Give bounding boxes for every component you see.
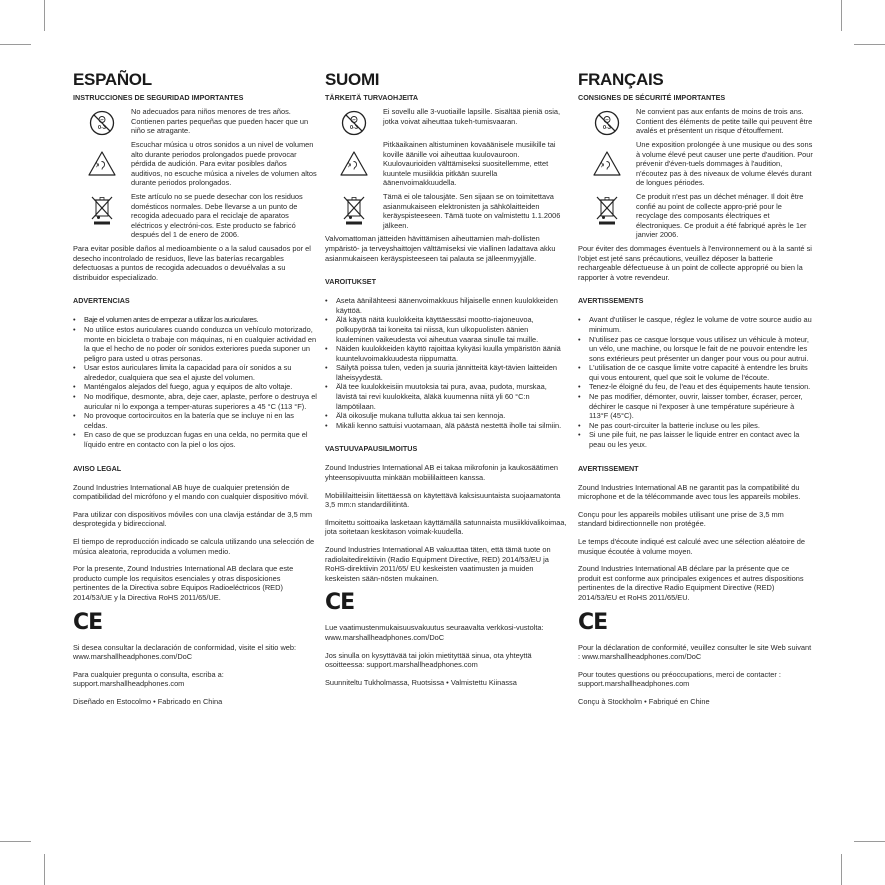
age-warning-text: Ei sovellu alle 3-vuotiaille lapsille. Sisältää pieniä osia, jotka voivat aiheuttaa tukeh-tumisvaaran. xyxy=(383,107,561,126)
paragraph: Pour toutes questions ou préoccupations, merci de contacter : support.marshallheadphones.com xyxy=(578,669,781,689)
language-heading: SUOMI xyxy=(325,70,380,89)
list-item: • Aseta äänilähteesi äänenvoimakkuus hiljaiselle ennen kuulokkeiden käyttöä. xyxy=(325,296,568,315)
crossed-out-wheeled-bin-icon xyxy=(90,194,114,226)
list-item: • L'utilisation de ce casque limite votre capacité à entendre les bruits qui vous entourent, quel que soit le volume de l'écoute. xyxy=(578,363,813,382)
paragraph: Pour la déclaration de conformité, veuillez consulter le site Web suivant : www.marshallheadphones.com/DoC xyxy=(578,642,812,662)
safety-item-age xyxy=(73,107,318,136)
list-item: • Mikäli kenno sattuisi vuotamaan, älä päästä nestettä iholle tai silmiin. xyxy=(325,421,568,431)
list-item: • Näiden kuulokkeiden käyttö rajoittaa kykyäsi kuulla ympäristön ääniä kuunteluvoimakkuudesta riippumatta. xyxy=(325,344,568,363)
crop-mark xyxy=(0,841,31,842)
section-heading-legal: AVERTISSEMENT xyxy=(578,463,639,473)
safety-item-hearing xyxy=(325,140,568,188)
weee-text: Ce produit n'est pas un déchet ménager. Il doit être confié au point de collecte appro-prié pour le recyclage des composants électriques et électroniques. Ce produit a été fabriqué après le 1er janvier 2006. xyxy=(636,191,807,240)
safety-item-hearing xyxy=(73,140,318,188)
hearing-damage-warning-icon xyxy=(339,150,369,177)
paragraph: El tiempo de reproducción indicado se calcula utilizando una selección de música aleatoria, reproducida a volumen medio. xyxy=(73,537,315,556)
list-item: • No provoque cortocircuitos en la batería que se incluye ni en las celdas. xyxy=(73,411,318,430)
safety-item-hearing xyxy=(578,140,813,188)
section-heading-safety: TÄRKEITÄ TURVAOHJEITA xyxy=(325,93,419,102)
warnings-list xyxy=(578,315,813,449)
safety-item-weee xyxy=(325,192,568,230)
section-heading-legal: VASTUUVAPAUSILMOITUS xyxy=(325,444,418,454)
hearing-damage-warning-icon xyxy=(592,150,622,177)
age-warning-text: No adecuados para niños menores de tres años. Contienen partes pequeñas que pueden hacer que un niño se atragante. xyxy=(131,107,309,136)
ce-mark xyxy=(73,611,318,635)
crop-mark xyxy=(854,841,885,842)
safety-item-age xyxy=(325,107,568,136)
ce-mark xyxy=(325,591,568,615)
safety-item-weee xyxy=(578,192,813,240)
list-item: • Ne pas modifier, démonter, ouvrir, laisser tomber, écraser, percer, déchirer le casque ni l'exposer à une température supérieure à 113°F (45°C). xyxy=(578,392,813,421)
list-item: • Älä tee kuulokkeisiin muutoksia tai pura, avaa, pudota, murskaa, lävistä tai revi kuulokkeita, äläkä kuumenna niitä yli 60 °C:n lämpötilaan. xyxy=(325,382,568,411)
crop-mark xyxy=(854,44,885,45)
language-heading: FRANÇAIS xyxy=(578,70,664,89)
weee-text: Este artículo no se puede desechar con los residuos domésticos normales. Debe llevarse a un punto de recogida adecuado para el reciclaje de aparatos eléctricos y electróni-cos. Este producto se fabricó después del 1 de enero de 2006. xyxy=(131,191,303,240)
svg-text:0-3: 0-3 xyxy=(350,125,358,131)
crop-mark xyxy=(44,0,45,31)
paragraph: Por la presente, Zound Industries International AB declara que este producto cumple los requisitos esenciales y otras disposiciones pertinentes de la Directiva sobre Equipos Radioeléctricos (RED) 2014/53/UE y la Directiva RoHS 2011/65/UE. xyxy=(73,564,294,602)
section-heading-warnings: ADVERTENCIAS xyxy=(73,296,130,306)
weee-text: Tämä ei ole talousjäte. Sen sijaan se on toimitettava asianmukaiseen elektronisten ja sähkölaitteiden keräyspisteeseen. Tämä tuote on valmistettu 1.1.2006 jälkeen. xyxy=(383,191,561,230)
paragraph: Para cualquier pregunta o consulta, escriba a: support.marshallheadphones.com xyxy=(73,669,224,689)
safety-item-weee xyxy=(73,192,318,240)
list-item: • Tenez-le éloigné du feu, de l'eau et des équipements haute tension. xyxy=(578,382,813,392)
list-item: • En caso de que se produzcan fugas en una celda, no permita que el líquido entre en contacto con la piel o los ojos. xyxy=(73,430,318,449)
paragraph: Para utilizar con dispositivos móviles con una clavija estándar de 3,5 mm desprotegida y bidireccional. xyxy=(73,509,313,529)
hearing-warning-text: Pitkäaikainen altistuminen kovaäänisele musiikille tai koville äänille voi aiheuttaa kuulovauroon. Kuulovaurioiden välttämiseksi suositellemme, ettet kuuntele musiikkia pitkään suurella äänenvoimakkuudella. xyxy=(383,140,556,188)
crop-mark xyxy=(0,44,31,45)
paragraph: Zound Industries International AB huye de cualquier pretensión de compatibilidad del micrófono y el mando con cualquier dispositivo móvil. xyxy=(73,482,309,502)
age-0-3-warning-icon xyxy=(341,110,367,136)
paragraph: Conçu pour les appareils mobiles utilisant une prise de 3,5 mm standard bidirectionnelle non protégée. xyxy=(578,509,784,529)
footer-text: Diseñado en Estocolmo • Fabricado en China xyxy=(73,696,223,706)
paragraph: Ilmoitettu soittoaika lasketaan käyttämällä satunnaista musiikkivalikoimaa, jota soitetaan keskitason voimak-kuudella. xyxy=(325,517,567,537)
age-0-3-warning-icon xyxy=(594,110,620,136)
crop-mark xyxy=(841,854,842,885)
svg-text:0-3: 0-3 xyxy=(98,125,106,131)
battery-disposal-text: Valvomattoman jätteiden hävittämisen aiheuttamien mah-dollisten ympäristö- ja terveyshaittojen välttämiseksi vie viallinen ladattava akku asianmukaiseen keräyspisteeseen tai palauta se jälleenmyyjälle. xyxy=(325,234,556,263)
list-item: • Älä oikosulje mukana tullutta akkua tai sen kennoja. xyxy=(325,411,568,421)
hearing-damage-warning-icon xyxy=(87,150,117,177)
list-item: • Baje el volumen antes de empezar a utilizar los auriculares. xyxy=(73,315,318,325)
column-spanish xyxy=(73,70,318,715)
crop-mark xyxy=(44,854,45,885)
warnings-list xyxy=(73,315,318,449)
list-item: • No utilice estos auriculares cuando conduzca un vehículo motorizado, monte en bicicleta o trabaje con máquinas, ni en cualquier actividad en la que el hecho de no poder oír sonidos exteriores pueda suponer un peligro para usted u otras personas. xyxy=(73,325,318,363)
language-heading: ESPAÑOL xyxy=(73,70,152,89)
list-item: • Usar estos auriculares limita la capacidad para oír sonidos a su alrededor, cualquiera que sea el ajuste del volumen. xyxy=(73,363,318,382)
paragraph: Jos sinulla on kysyttävää tai jokin mietityttää sinua, ota yhteyttä osoitteessa: support.marshallheadphones.com xyxy=(325,650,532,670)
list-item: • Si une pile fuit, ne pas laisser le liquide entrer en contact avec la peau ou les yeux. xyxy=(578,430,813,449)
battery-disposal-text: Pour éviter des dommages éventuels à l'environnement ou à la santé si l'objet est jeté sans précautions, veuillez déposer la batterie rechargeable défectueuse à un point de collecte approprié ou bien la rapporter à votre revendeur. xyxy=(578,243,812,282)
ce-mark xyxy=(578,611,813,635)
section-heading-safety: INSTRUCCIONES DE SEGURIDAD IMPORTANTES xyxy=(73,93,244,102)
paragraph: Le temps d'écoute indiqué est calculé avec une sélection aléatoire de musique écoutée à volume moyen. xyxy=(578,537,805,556)
list-item: • Älä käytä näitä kuulokkeita käyttäessäsi mootto-riajoneuvoa, polkupyörää tai koneita tai niissä, kun ulkopuolisten äänien kuuleminen vaikeudesta voi aiheutua vaaraa sinulle tai muille. xyxy=(325,315,568,344)
section-heading-warnings: VAROITUKSET xyxy=(325,277,376,287)
crop-mark xyxy=(841,0,842,31)
section-heading-warnings: AVERTISSEMENTS xyxy=(578,296,644,306)
column-french xyxy=(578,70,813,715)
footer-text: Conçu à Stockholm • Fabriqué en Chine xyxy=(578,696,710,706)
footer-text: Suunniteltu Tukholmassa, Ruotsissa • Valmistettu Kiinassa xyxy=(325,677,517,687)
list-item: • Avant d'utiliser le casque, réglez le volume de votre source audio au minimum. xyxy=(578,315,813,334)
svg-text:0-3: 0-3 xyxy=(603,125,611,131)
list-item: • Manténgalos alejados del fuego, agua y equipos de alto voltaje. xyxy=(73,382,318,392)
section-heading-legal: AVISO LEGAL xyxy=(73,463,122,473)
ce-mark-label: CE xyxy=(73,609,103,635)
crossed-out-wheeled-bin-icon xyxy=(342,194,366,226)
ce-mark-label: CE xyxy=(325,590,355,616)
paragraph: Zound Industries International AB ne garantit pas la compatibilité du microphone et de la télécommande avec tous les appareils mobiles. xyxy=(578,482,801,502)
ce-mark-label: CE xyxy=(578,609,608,635)
list-item: • No modifique, desmonte, abra, deje caer, aplaste, perfore o destruya el auricular ni lo exponga a temper-aturas superiores a 45 °C (113 °F). xyxy=(73,392,318,411)
crossed-out-wheeled-bin-icon xyxy=(595,194,619,226)
safety-item-age xyxy=(578,107,813,136)
warnings-list xyxy=(325,296,568,430)
column-finnish xyxy=(325,70,568,695)
paragraph: Zound Industries International AB vakuuttaa täten, että tämä tuote on radiolaitedirektiivin (Radio Equipment Directive, RED) 2014/53/EU ja RoHS-direktiivin 2011/65/ EU keskeisten vaatimusten ja muiden keskeisten sään-nösten mukainen. xyxy=(325,545,551,583)
paragraph: Mobiililaitteisiin liitettäessä on käytettävä kaksisuuntaista suojaamatonta 3,5 mm:n standardiliitintä. xyxy=(325,490,561,510)
paragraph: Si desea consultar la declaración de conformidad, visite el sitio web: www.marshallheadphones.com/DoC xyxy=(73,642,297,662)
list-item: • Säilytä poissa tulen, veden ja suuria jännitteitä käyt-tävien laitteiden läheisyydestä. xyxy=(325,363,568,382)
list-item: • N'utilisez pas ce casque lorsque vous utilisez un véhicule à moteur, un vélo, une machine, ou lorsque le fait de ne pouvoir entendre les sons extérieurs peut présenter un danger pour vous ou pour autrui. xyxy=(578,335,813,364)
hearing-warning-text: Une exposition prolongée à une musique ou des sons à volume élevé peut causer une perte d'audition. Pour prévenir d'éven-tuels dommages à l'audition, n'écoutez pas à des niveaux de volume élevés durant de longues périodes. xyxy=(636,140,813,188)
hearing-warning-text: Escuchar música u otros sonidos a un nivel de volumen alto durante periodos prolongados puede provocar pérdida de audición. Para evitar posibles daños auditivos, no escuche música a niveles de volumen altos durante periodos prolongados. xyxy=(131,140,317,188)
section-heading-safety: CONSIGNES DE SÉCURITÉ IMPORTANTES xyxy=(578,93,726,102)
paragraph: Zound Industries International AB déclare par la présente que ce produit est conforme aux principales exigences et autres dispositions pertinentes de la directive Radio Equipment Directive (RED) 2014/53/EU et RoHS 2011/65/EU. xyxy=(578,564,804,602)
paragraph: Lue vaatimustenmukaisuusvakuutus seuraavalta verkkosi-vustolta: www.marshallheadphones.com/DoC xyxy=(325,623,544,642)
battery-disposal-text: Para evitar posible daños al medioambiente o a la salud causados por el desecho incontrolado de residuos, lleve las baterías recargables defectuosas a puntos de recogida adecuados o devuélvalas a su distribuidor especializado. xyxy=(73,243,311,282)
age-warning-text: Ne convient pas aux enfants de moins de trois ans. Contient des éléments de petite taille qui peuvent être avalés et présentent un risque d'étouffement. xyxy=(636,107,813,136)
age-0-3-warning-icon xyxy=(89,110,115,136)
list-item: • Ne pas court-circuiter la batterie incluse ou les piles. xyxy=(578,421,813,431)
paragraph: Zound Industries International AB ei takaa mikrofonin ja kaukosäätimen yhteensopivuutta minkään mobiililaitteen kanssa. xyxy=(325,463,558,483)
